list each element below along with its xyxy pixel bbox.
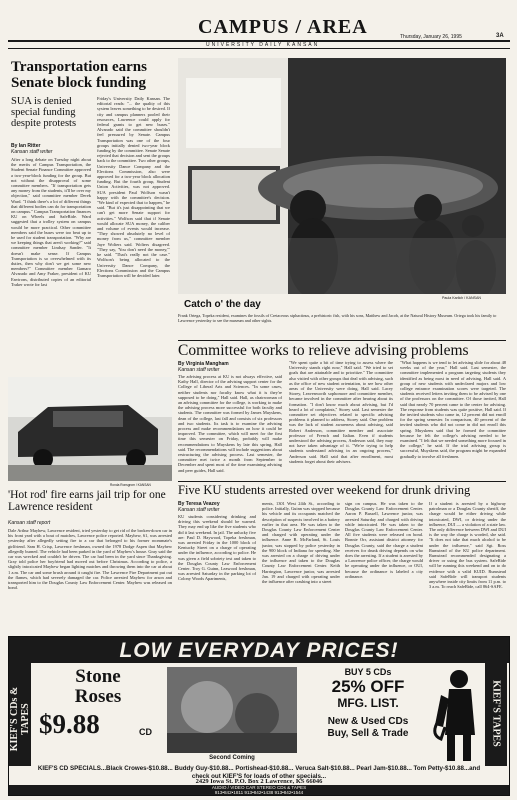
masthead-subtitle: UNIVERSITY DAILY KANSAN bbox=[206, 42, 320, 48]
ad-right-line2: 25% OFF bbox=[331, 677, 405, 696]
ad-specials: KIEF'S CD SPECIALS...Black Crowes-$10.88... Buddy Guy-$10.88... Portishead-$10.88... Veruca Salt-$10.88... Pearl Jam-$10.88... Tom Petty-$10.88...and check out KIEF'S for loads of other specials... bbox=[37, 765, 481, 780]
ad-left-price: $9.88 bbox=[39, 709, 100, 739]
rule-story2-top bbox=[178, 340, 506, 341]
ad-phones: 913•842•1811 913•842•1438 913•842•1544 bbox=[214, 790, 304, 795]
photo-caption-title: Catch o' the day bbox=[184, 299, 261, 310]
rule-story4-top bbox=[178, 481, 506, 482]
ad-left-line1: Stone bbox=[75, 666, 121, 687]
story2-byline-name: By Virginia Mangham bbox=[178, 361, 229, 367]
ad-right-line1: BUY 5 CDs bbox=[344, 667, 392, 677]
photo-credit-main: Paula Karlich / KANSAN bbox=[442, 296, 481, 300]
story4-headline: Five KU students arrested over weekend for drunk driving bbox=[178, 483, 471, 497]
story4-byline-name: By Teresa Veazey bbox=[178, 501, 220, 507]
masthead-rule-bottom bbox=[8, 48, 510, 49]
story2-col2: "We spent quite a bit of time trying to assess where the University stands right now," Hall said. "We tried to set goals that are attainable and to prioritize." The committee also visited with other groups that deal with advising, such as the office of new student orientation, to see how other areas of the University were doing, Hall said. Lacey Storey, Leavenworth sophomore and committee member, became involved in the committee after hearing about its formation. "I don't know much about advising, but I'd heard a lot of complaints," Storey said. Last semester the committee set objectives related to specific advising problems it planned to address, Storey said. One problem was the lack of student awareness about advising, said Robert Anderson, committee member and associate professor of French and Italian. Even if students understood the advising process, Anderson said, they may not have taken advantage of it. "We're trying to help students understand advising in an ongoing process," Anderson said. Hall said that after enrollment, most students forget about their advisers. bbox=[289, 360, 393, 464]
ad-kiefs bbox=[8, 636, 510, 796]
ad-album-art bbox=[167, 667, 297, 753]
date-line: Thursday, January 26, 1995 bbox=[400, 34, 462, 40]
story2-col1: The advising process at KU is not always effective, said Kathy Hall, director of the advising support center for the College of Liberal Arts and Sciences. "In some cases, neither students nor faculty know what it is they're supposed to be doing," Hall said. Hall, as chairwoman of an advising committee for the college, is working to make the advising process more successful for both faculty and students. The committee was formed by James Muyskens, dean of the college, last fall and consists of six professors and two students. Its task is to examine the advising process and make recommendations on how it could be improved. The committee, which will meet for the first time this semester on Friday, probably will make recommendations to Muyskens by late this spring, Hall said. The recommendations will include suggestions about restructuring the advising process. Last semester, the committee met twice a month from September to December and spent most of the time examining advising and peer guides, Hall said. bbox=[178, 374, 282, 473]
ad-left-line2: Roses bbox=[74, 686, 122, 707]
story1-headline: Transportation earns Senate block funding bbox=[11, 59, 147, 91]
story1-subhead: SUA is denied special funding despite protests bbox=[11, 96, 77, 130]
story4-col1: KU students considering drinking and driving this weekend should be warned. They may end up like the five students who did it last weekend. In jail. The unlucky five are: Paul D. Haywood, Topeka freshman, was arrested Friday in the 1000 block of Kentucky Street on a charge of operating under the influence, according to police. He was given a field sobriety test and taken to the Douglas County Law Enforcement Center. Troy G. Guinn, Leawood freshman, was arrested Saturday in the parking lot of Colony Woods Apartments, bbox=[178, 514, 256, 582]
story2-byline-role: Kansan staff writer bbox=[178, 367, 220, 373]
photo-museum-image bbox=[178, 58, 506, 294]
ad-center-label: Second Coming bbox=[209, 755, 255, 761]
section-title: CAMPUS / AREA bbox=[198, 16, 368, 38]
ad-right-line4: New & Used CDs bbox=[327, 716, 409, 727]
story4-col3: sign on campus. He was taken to the Douglas County Law Enforcement Center. Aaron P. Bussell, Lawrence junior, was arrested Saturday and charged with driving while intoxicated. He was taken to the Douglas County Law Enforcement Center. All five students were released on bond. Bonnie Orr, assistant district attorney for Douglas County, said the charge a student receives for drunk driving depends on who does the arresting. If a student is arrested by a Lawrence police officer, the charge would be operating under the influence, or OUI, because the ordinance is labeled a city ordinance. bbox=[345, 501, 423, 579]
ad-side-right-text: KIEF'S TAPES bbox=[490, 680, 502, 747]
masthead bbox=[8, 6, 510, 48]
ad-stone-roses-title bbox=[43, 667, 153, 707]
story3-body: Dale Arthur Mayhew, Lawrence resident, tried yesterday to get rid of the broken-down car in his front yard with a bout of matches, Lawrence police reported. Mayhew, 61, was arrested yesterday after allegedly setting fire to a car that belonged to his former roommate's girlfriend. Sam H. Crisp, Lawrence freshman, owned the 1978 Dodge Aspen that Mayhew allegedly burned. The vehicle had been parked in the yard of Mayhew's house. Gray said the car was wrecked and couldn't be driven. The car had been in the yard since Thanksgiving. Gray told police her boyfriend had moved out before Christmas. According to police, a slightly intoxicated Mayhew began lighting matches and throwing them into the car at about 1 a.m. The car and some brush around it caught fire. The Lawrence Fire Department put out the flames, which had severely damaged the car. Police arrested Mayhew for arson and transported him to the Douglas County Law Enforcement Center. Mayhew was released on bond. bbox=[8, 528, 172, 591]
story4-byline-role: Kansan staff writer bbox=[178, 507, 220, 513]
photo-burned-car bbox=[8, 377, 172, 481]
ad-side-right bbox=[485, 663, 507, 766]
ad-side-left bbox=[9, 663, 31, 766]
story2-byline bbox=[178, 361, 278, 373]
photo-museum bbox=[178, 58, 506, 294]
story3-byline-role: Kansan staff report bbox=[8, 520, 51, 526]
photo-burned-car-image bbox=[8, 377, 172, 481]
ad-address: 2429 Iowa St. P.O. Box 2 Lawrence, KS 66046 bbox=[195, 778, 323, 785]
ad-services: AUDIO / VIDEO CAR STEREO CDs & TAPES bbox=[211, 785, 307, 790]
ad-right-line5: Buy, Sell & Trade bbox=[327, 728, 409, 739]
photo-caption: Frank Ortega, Topeka resident, examines the fossils of Cretaceous xiphactinus, a prehistoric fish, with his sons, Matthew and Jacob, at the Natural History Museum. Ortega took his family to Lawrence yesterday to see the museum and other sights. bbox=[178, 313, 497, 323]
story1-body-mid: Friday's University Daily Kansan. The editorial reads: "... the quality of this system leaves something to be desired. If city and campus planners pooled their resources, Lawrence could apply for federal grants to get new buses." Alvarado said the committee shouldn't feel pressured by Senate. Campus Transportation was one of the four groups initially denied two-year block funding by the committee. Senate Senate rejected that decision and sent the groups back to the committee. Two other groups, University Dance Company and the Elections Commission, also were approved for a two-year block allocation funding. But the fourth group, Student Union Activities, was not approved. SUA president Paul Wolfson wasn't happy with the committee's decision. "We kind of expected that to happen," he said. "But it's just disappointing that we can't get more Senate support for activities." Wolfson said that if Senate would allocate SUA money, the caliber and volume of events would increase. "They showed absolutely no level of money from us," committee member Jaye Wolters said. Wolters disagreed. "They say, 'You don't need the money,'" he said. "That's really not the case." Wolfson's being allocated to the University Dance Company, the Elections Commission and the Campus Transportation will be decided later. bbox=[97, 96, 170, 278]
ad-side-left-text: KIEF'S CDs & TAPES bbox=[9, 686, 31, 752]
sax-player-icon bbox=[429, 665, 483, 763]
story1-byline bbox=[11, 143, 91, 155]
story1-byline-name: By Ian Ritter bbox=[11, 143, 41, 149]
ad-left-sub: CD bbox=[139, 727, 152, 737]
ad-banner: LOW EVERYDAY PRICES! bbox=[119, 639, 399, 662]
ad-sax-player bbox=[429, 665, 483, 763]
story4-col4: If a student is arrested by a highway patrolman or a Douglas County sheriff, the charge would be either driving while intoxicated, DWI, or driving under the influence, DUI — a violation of a state law. The only difference between DWI and DUI is the way the charge is worded, she said. "It does not take that much alcohol to be under the influence," said Sgt. Ross Rumstead of the KU police department. Rumstead recommended designating a driver or using the bus system. SafeRide will be running this weekend and on to do evidence with a valid KUID. Rumstead said SafeRide will transport students anywhere inside city limits from 11 p.m. to 3 a.m. To reach SafeRide, call 864-SAFE. bbox=[429, 501, 506, 590]
photo-credit-left: Ronda Ronsgrom / KANSAN bbox=[110, 483, 151, 487]
ad-album-art-image bbox=[167, 667, 297, 753]
story1-byline-role: Kansan staff writer bbox=[11, 149, 53, 155]
story1-body-left: After a long debate on Tuesday night about the merits of Campus Transportation, the Student Senate Finance Committee approved a two-year-block funding for the group. But not without the disapproval of some committee members. "If transportation gets any money from the students, it'll be over my objection," said committee member Derek Ward. "I think there's a lot of different things that different bodies can do for transportation on campus." Campus Transportation finances KU on Wheels and SafeRide. Ward suggested that a trolley system on campus would be more practical. Other committee members said the buses were too beat up to be used for student transportation. "Why are we keeping things that aren't working?" said committee member Lindsay Sander. "It doesn't make sense. If Campus Transportation is so overwhelmed with its duties, then why don't we get some new members?" Committee member Gamaro Alvarado and Amy Fraker, president of KU Environs, distributed copies of an editorial Traker wrote for last bbox=[11, 157, 91, 287]
ad-right-line3: MFG. LIST. bbox=[337, 696, 399, 710]
story3-headline: 'Hot rod' fire earns jail trip for one Lawrence resident bbox=[8, 489, 166, 514]
story2-col3: "What happens is we tend to let advising slide for about 48 weeks out of the year," Hall said. Last semester, the committee implemented a program targeting students they identified as being most in need of advising, Hall said. A group of new students with undeclared majors and low college entrance examination scores were targeted. The students received letters inviting them to be advised by one of the professors on the committee. Of those invited, Hall said that nearly 70 percent came to the center for advising. The response from students was quite positive, Hall said. If the invited students who came in, 12 percent did not enroll for the spring semester. In comparison, 40 percent of the invited students who did not come in did not enroll this spring. Muyskens said that he formed the committee because he felt the college's advising needed to be examined. "I felt that we needed something more focused in the college," he said. If the trial advising group is successful, Muyskens said, the program might be expanded gradually to involve all freshmen. bbox=[400, 360, 506, 459]
story4-col2: ments, 1301 West 24th St., according to police. Initially, Guinn was stopped because his vehicle and its occupants matched the description of suspects involved in a battery earlier in that area. He was taken to the Douglas County Law Enforcement Center and charged with operating under the influence. Anne B. McFarland, St. Louis junior, was stopped by police yesterday in the 900 block of Indiana for speeding. She was arrested on a charge of driving under the influence and taken to the Douglas County Law Enforcement Center. Keith Harrington, Lawrence junior, was arrested Jan. 19 and charged with operating under the influence after crashing into a street bbox=[262, 501, 340, 585]
ad-offer bbox=[309, 667, 427, 740]
story2-headline: Committee works to relieve advising problems bbox=[178, 342, 469, 359]
page-number: 3A bbox=[496, 33, 504, 39]
